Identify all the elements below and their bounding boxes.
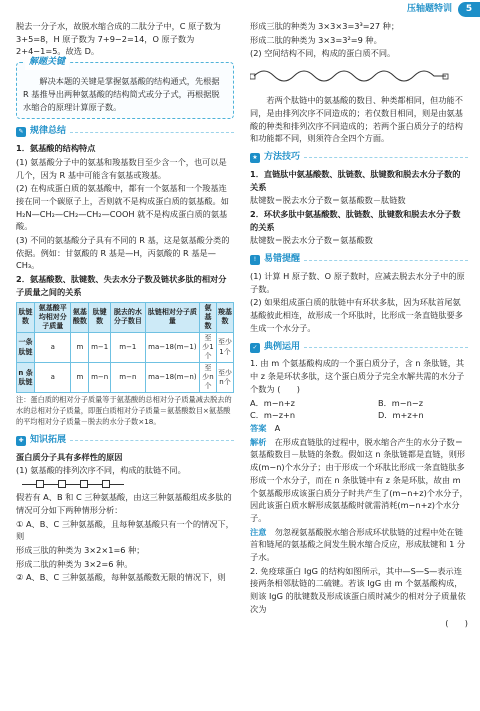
table-cell: 至少1个 xyxy=(216,332,233,362)
table-header: 氨基酸平均相对分子质量 xyxy=(35,302,71,332)
extension-para-6: ② A、B、C 三种氨基酸，每种氨基酸数无限的情况下，则 xyxy=(16,572,226,583)
section-errors xyxy=(250,253,468,267)
section-examples xyxy=(250,341,468,355)
methods-para-1: 肽键数＝脱去水分子数＝氨基酸数－肽链数 xyxy=(250,195,406,206)
right-para-4: 若两个肽链中的氨基酸的数目、种类都相同，但功能不同，是由排列次序不同造成的；若仅数目相同，则是由氨基酸的种类和排列次序不同造成的；若两个蛋白质分子的结构和功能都不同，则须符合全四个方面。 xyxy=(250,95,463,144)
protein-structure-diagram xyxy=(250,64,468,88)
table-row xyxy=(17,363,234,393)
options-row-2 xyxy=(250,409,468,422)
section-icon: ✎ xyxy=(16,127,26,137)
table-cell: n 条肽链 xyxy=(17,363,35,393)
table-header-row xyxy=(17,302,234,332)
option-b: B．m−n−z xyxy=(378,397,423,408)
question-1: 1. 由 m 个氨基酸构成的一个蛋白质分子，含 n 条肽链，其中 z 条是环状多肽，这个蛋白质分子完全水解共需的水分子个数为 ( ) xyxy=(250,358,465,394)
rules-para-3: (3) 不同的氨基酸分子具有不同的 R 基，这是氨基酸分类的依据。例如：甘氨酸的 R 基是—H，丙氨酸的 R 基是—CH₃。 xyxy=(16,235,230,271)
table-header: 肽链数 xyxy=(17,302,35,332)
table-header: 肽键数 xyxy=(89,302,111,332)
methods-heading-2: 2．环状多肽中氨基酸数、肽链数、肽键数和脱去水分子数的关系 xyxy=(250,208,461,232)
attention xyxy=(250,526,468,564)
explanation-text: 在形成直链肽的过程中，脱水缩合产生的水分子数＝氨基酸数目－肽链的条数。假如这 n 条肽链都是直链，则形成(m−n)个水分子；由于形成一个环肽比形成一条直链肽多形成一个水分子，而在 n 条肽链中有 z 条是环肽，故由 m 个氨基酸形成该蛋白质分子时共产生了(m−n+z)个水分子，因此该蛋白质水解形成氨基酸时就需消耗(m−n+z)个水分子。 xyxy=(250,436,468,523)
folded-chain-graphic xyxy=(250,64,450,88)
table-cell: 至少1个 xyxy=(200,332,217,362)
option-c: C．m−z+n xyxy=(250,410,296,421)
section-rules xyxy=(16,125,234,139)
table-header: 羧基数 xyxy=(216,302,233,332)
left-column xyxy=(16,20,234,705)
table-note: 注：蛋白质的相对分子质量等于氨基酸的总相对分子质量减去脱去的水的总相对分子质量，即蛋白质相对分子质量＝氨基酸数目×氨基酸的平均相对分子质量－脱去的水分子数×18。 xyxy=(16,395,232,427)
section-title-methods: 方法技巧 xyxy=(264,151,301,162)
tip-text: 解决本题的关键是掌握氨基酸的结构通式，先根据 R 基推导出两种氨基酸的结构简式或分子式，再根据脱水缩合的原理计算原子数。 xyxy=(23,76,220,112)
explanation-label: 解析 xyxy=(250,436,267,447)
section-title-extension: 知识拓展 xyxy=(30,434,67,445)
table-cell: a xyxy=(35,332,71,362)
extension-heading: 蛋白质分子具有多样性的原因 xyxy=(16,451,123,462)
answer-blank: ( ) xyxy=(277,383,300,394)
section-extension xyxy=(16,434,234,448)
table-cell: m−1 xyxy=(110,332,145,362)
attention-label: 注意 xyxy=(250,526,267,537)
table-cell: m−n xyxy=(110,363,145,393)
methods-para-2: 肽键数＝脱去水分子数＝氨基酸数 xyxy=(250,235,373,246)
answer-blank-2: ( ) xyxy=(445,617,468,628)
methods-heading-1: 1．直链肽中氨基酸数、肽链数、肽键数和脱去水分子数的关系 xyxy=(250,168,461,192)
table-header: 肽链相对分子质量 xyxy=(145,302,199,332)
rules-heading-1: 1．氨基酸的结构特点 xyxy=(16,143,96,154)
answer-line xyxy=(250,422,468,435)
peptide-chain-diagram xyxy=(22,480,234,488)
extension-para-3: ① A、B、C 三种氨基酸，且每种氨基酸只有一个的情况下，则 xyxy=(16,518,234,542)
section-title-errors: 易错提醒 xyxy=(264,254,301,265)
amino-acid-square xyxy=(36,480,44,488)
section-methods xyxy=(250,151,468,165)
option-a: A．m−n+z xyxy=(250,397,295,408)
section-title-rules: 规律总结 xyxy=(30,126,67,137)
options-row-1 xyxy=(250,397,468,410)
table-cell: m−1 xyxy=(89,332,111,362)
header-title: 压轴题特训 xyxy=(406,3,452,14)
rules-para-1: (1) 氨基酸分子中的氨基和羧基数目至少含一个，也可以是几个，因为 R 基中可能含有氨基或羧基。 xyxy=(16,156,227,180)
page-header xyxy=(407,0,480,19)
table-cell: m−n xyxy=(89,363,111,393)
tip-box xyxy=(16,57,234,119)
table-cell: a xyxy=(35,363,71,393)
table-cell: m xyxy=(71,332,89,362)
extension-para-4: 形成三肽的种类为 3×2×1=6 种； xyxy=(16,544,145,555)
errors-para-2: (2) 如果组成蛋白质的肽链中有环状多肽，因为环肽首尾氨基酸彼此相连，故形成一个环肽时，比形成一条直链肽要多生成一个水分子。 xyxy=(250,297,463,333)
question-2: 2. 免疫球蛋白 IgG 的结构如图所示，其中—S—S—表示连接两条相邻肽链的二硫键。若该 IgG 由 m 个氨基酸构成，则该 IgG 的肽键数及形成该蛋白质时减少的相对分子质量依次为 xyxy=(250,565,466,614)
amino-acid-square xyxy=(80,480,88,488)
explanation xyxy=(250,436,468,525)
table-header: 脱去的水分子数目 xyxy=(110,302,145,332)
amino-acid-square xyxy=(102,480,110,488)
section-title-examples: 典例运用 xyxy=(264,341,301,352)
table-cell: 至少n个 xyxy=(216,363,233,393)
answer-label: 答案 xyxy=(250,422,267,433)
right-para-1: 形成三肽的种类为 3×3×3=3³=27 种； xyxy=(250,21,400,31)
right-para-2: 形成二肽的种类为 3×3=3²=9 种。 xyxy=(250,34,382,45)
table-cell: ma−18(m−n) xyxy=(145,363,199,393)
errors-para-1: (1) 计算 H 原子数、O 原子数时，应减去脱去水分子中的原子数。 xyxy=(250,271,465,294)
rules-heading-2: 2．氨基酸数、肽键数、失去水分子数及链状多肽的相对分子质量之间的关系 xyxy=(16,274,227,297)
table-row xyxy=(17,332,234,362)
section-icon: ✓ xyxy=(250,343,260,353)
rules-para-2: (2) 在构成蛋白质的氨基酸中，都有一个氨基和一个羧基连接在同一个碳原子上，否则就不是构成蛋白质的氨基酸。如 H₂N—CH₂—CH₂—CH₂—COOH 就不是构成蛋白质的氨基酸。 xyxy=(16,183,229,232)
table-header: 氨基酸数 xyxy=(71,302,89,332)
table-cell: m xyxy=(71,363,89,393)
right-para-3: (2) 空间结构不同，构成的蛋白质不同。 xyxy=(250,48,396,59)
section-icon: ★ xyxy=(250,153,260,163)
extension-para-5: 形成二肽的种类为 3×2=6 种。 xyxy=(16,558,133,569)
answer-value: A xyxy=(274,422,281,433)
section-icon: ! xyxy=(250,255,260,265)
table-cell: ma−18(m−1) xyxy=(145,332,199,362)
option-d: D．m+z+n xyxy=(378,410,424,421)
page-number: 5 xyxy=(458,2,480,17)
attention-text: 勿忽视氨基酸脱水缩合形成环状肽链的过程中处在链首和链尾的氨基酸之间发生脱水缩合反应，形成肽键和 1 分子水。 xyxy=(250,526,466,563)
relation-table xyxy=(16,302,234,394)
extension-para-1: (1) 氨基酸的排列次序不同，构成的肽链不同。 xyxy=(16,465,186,476)
table-cell: 一条肽链 xyxy=(17,332,35,362)
intro-text: 脱去一分子水，故脱水缩合成的二肽分子中，C 原子数为 3+5=8，H 原子数为 7+9−2=14，O 原子数为 2+4−1=5。故选 D。 xyxy=(16,21,221,57)
section-icon: ✚ xyxy=(16,436,26,446)
right-column xyxy=(250,20,468,705)
table-header: 氨基数 xyxy=(200,302,217,332)
tip-title: 解题关键 xyxy=(25,56,69,70)
extension-para-2: 假若有 A、B 和 C 三种氨基酸，由这三种氨基酸组成多肽的情况可分如下两种情形分析： xyxy=(16,492,232,515)
table-cell: 至少n个 xyxy=(200,363,217,393)
amino-acid-square xyxy=(58,480,66,488)
